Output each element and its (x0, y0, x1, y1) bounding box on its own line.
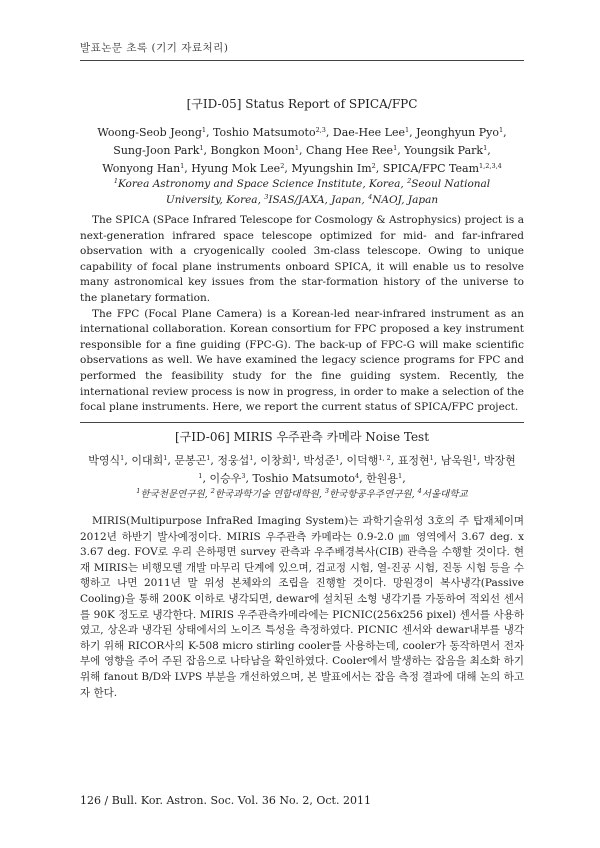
author-affiliation-mark: 1 (198, 472, 203, 480)
author-separator: , (503, 126, 507, 139)
author-separator: , (206, 126, 214, 139)
author-name: 남욱원 (440, 454, 473, 467)
affiliation-mark: 3 (264, 193, 269, 201)
author-separator: , (298, 144, 306, 157)
author-affiliation-mark: 1 (199, 144, 204, 152)
author-separator: , (184, 162, 192, 175)
affiliation-mark: 3 (324, 487, 330, 495)
author-separator: , (397, 144, 405, 157)
author-affiliation-mark: 3 (241, 472, 246, 480)
author-affiliation-mark: 1, 2 (378, 454, 391, 462)
author-name: SPICA/FPC Team (382, 162, 480, 175)
author-affiliation-mark: 1 (294, 144, 299, 152)
author-separator: , (296, 454, 304, 467)
affiliation-text: NAOJ, Japan (372, 194, 439, 206)
author-affiliation-mark: 1,2,3,4 (479, 162, 502, 170)
abstract-paragraph: The FPC (Focal Plane Camera) is a Korean-led near-infrared instrument as an international collaboration. Korean consortium for FPC proposed a key instrument responsible for a fine guiding (FPC-G). The back-up of FPC-G will make scientific observations as well. We have examined the legacy science programs for FPC and performed the feasibility study for the fine guiding system. Recently, the international review process is now in progress, in order to make a selection of the focal plane instruments. Here, we report the current status of SPICA/FPC project. (80, 307, 524, 414)
author-name: Hyung Mok Lee (191, 162, 281, 175)
author-affiliation-mark: 1 (249, 454, 254, 462)
author-separator: , (210, 454, 218, 467)
author-affiliation-mark: 2 (371, 162, 376, 170)
author-affiliation-mark: 1 (483, 144, 488, 152)
affiliation-mark: 4 (417, 487, 422, 495)
affiliation-mark: 4 (368, 193, 373, 201)
author-name: Jeonghyun Pyo (416, 126, 499, 139)
author-separator: , (339, 454, 347, 467)
author-separator: , (245, 472, 253, 485)
author-separator: , (202, 472, 210, 485)
author-name: Woong-Seob Jeong (97, 126, 202, 139)
page-footer: 126 / Bull. Kor. Astron. Soc. Vol. 36 No. 2, Oct. 2011 (80, 794, 371, 807)
author-name: Dae-Hee Lee (332, 126, 405, 139)
author-separator: , (433, 454, 441, 467)
author-separator: , (409, 126, 417, 139)
author-name: Chang Hee Ree (305, 144, 394, 157)
abstract-paragraph: The SPICA (SPace Infrared Telescope for Cosmology & Astrophysics) project is a next-generation infrared space telescope optimized for mid- and far-infrared observation with a cryogenically cooled 3m-class telescope. Owing to unique capability of focal plane instruments onboard SPICA, it will enable us to resolve many astronomical key issues from the star-formation history of the universe to the planetary formation. (80, 214, 524, 304)
author-separator: , (390, 454, 398, 467)
author-separator: , (167, 454, 175, 467)
paper2-authors (86, 452, 518, 488)
author-affiliation-mark: 1 (206, 454, 211, 462)
author-affiliation-mark: 1 (335, 454, 340, 462)
author-affiliation-mark: 1 (120, 454, 125, 462)
section-rule (80, 422, 524, 423)
author-separator: , (402, 472, 406, 485)
author-name: Wonyong Han (102, 162, 181, 175)
author-affiliation-mark: 2 (280, 162, 285, 170)
author-name: 이덕행 (346, 454, 379, 467)
author-separator: , (359, 472, 367, 485)
author-name: 정웅섭 (217, 454, 250, 467)
affiliation-text: Korea Astronomy and Space Science Institute, Korea, (117, 178, 408, 190)
author-name: Toshio Matsumoto (252, 472, 356, 485)
author-name: 박장현 (483, 454, 516, 467)
author-name: 한원용 (366, 472, 399, 485)
paper1-authors (86, 124, 518, 178)
affiliation-text: 서울대학교 (421, 489, 468, 500)
header-rule (80, 60, 524, 61)
author-separator: , (476, 454, 484, 467)
author-affiliation-mark: 2,3 (315, 126, 326, 134)
author-affiliation-mark: 1 (292, 454, 297, 462)
author-separator: , (487, 144, 491, 157)
author-separator: , (375, 162, 383, 175)
author-name: 이대희 (131, 454, 164, 467)
author-affiliation-mark: 1 (472, 454, 477, 462)
author-affiliation-mark: 1 (180, 162, 185, 170)
author-affiliation-mark: 1 (404, 126, 410, 134)
author-name: Youngsik Park (404, 144, 484, 157)
affiliation-text: Seoul National University, Korea, (165, 178, 491, 206)
author-separator: , (284, 162, 292, 175)
author-affiliation-mark: 1 (201, 126, 207, 134)
author-name: 표정현 (397, 454, 430, 467)
abstract-paragraph: MIRIS(Multipurpose InfraRed Imaging System)는 과학기술위성 3호의 주 탑재체이며 2012년 하반기 발사예정이다. MIRIS 우주관측 카메라는 0.9-2.0 ㎛ 영역에서 3.67 deg. x 3.67 deg. FOV로 우리 은하평면 survey 관측과 우주배경복사(CIB) 관측을 수행할 것이다. 현재 MIRIS는 비행모델 개발 마무리 단계에 있으며, 검교정 시험, 열-진공 시험, 진동 시험 등을 수행하고 나면 2011년 말 위성 본체와의 조립을 진행할 것이다. 망원경이 복사냉각(Passive Cooling)을 통해 200K 이하로 냉각되면, dewar에 설치된 소형 냉각기를 가동하여 적외선 센서를 90K 정도로 냉각한다. MIRIS 우주관측카메라에는 PICNIC(256x256 pixel) 센서를 사용하였고, 상온과 냉각된 상태에서의 노이즈 특성을 측정하였다. PICNIC 센서와 dewar내부를 냉각하기 위해 RICOR사의 K-508 micro stirling cooler를 사용하는데, cooler가 동작하면서 전자부에 영향을 주어 주된 잡음으로 나타남을 확인하였다. Cooler에서 발생하는 잡음을 최소화 하기위해 fanout B/D와 LVPS 부분을 개선하였으며, 본 발표에서는 잡음 측정 결과에 대해 논의 하고자 한다. (80, 515, 524, 699)
author-name: 박성준 (303, 454, 336, 467)
paper1-title: [구ID-05] Status Report of SPICA/FPC (186, 97, 418, 111)
paper2-title: [구ID-06] MIRIS 우주관측 카메라 Noise Test (174, 430, 430, 444)
author-name: 이창희 (260, 454, 293, 467)
author-name: 박영식 (88, 454, 121, 467)
author-name: Bongkon Moon (210, 144, 295, 157)
author-affiliation-mark: 1 (398, 472, 403, 480)
affiliation-text: 한국과학기술 연합대학원, (214, 489, 325, 500)
author-name: Myungshin Im (291, 162, 372, 175)
author-name: Toshio Matsumoto (213, 126, 316, 139)
paper1-affiliations (86, 176, 518, 208)
author-separator: , (253, 454, 261, 467)
affiliation-mark: 2 (210, 487, 215, 495)
author-name: 이승우 (209, 472, 242, 485)
author-separator: , (203, 144, 211, 157)
author-affiliation-mark: 1 (393, 144, 398, 152)
author-affiliation-mark: 4 (355, 472, 360, 480)
author-affiliation-mark: 1 (429, 454, 434, 462)
affiliation-mark: 1 (136, 487, 141, 495)
affiliation-text: 한국천문연구원, (140, 489, 211, 500)
affiliation-text: 한국항공우주연구원, (329, 489, 418, 500)
affiliation-mark: 1 (113, 177, 118, 185)
author-affiliation-mark: 1 (498, 126, 504, 134)
author-separator: , (325, 126, 333, 139)
affiliation-text: ISAS/JAXA, Japan, (268, 194, 369, 206)
author-affiliation-mark: 1 (163, 454, 168, 462)
paper2-affiliations (86, 487, 518, 503)
running-head: 발표논문 초록 (기기 자료처리) (80, 42, 229, 54)
author-name: Sung-Joon Park (113, 144, 200, 157)
author-separator: , (124, 454, 132, 467)
author-name: 문봉곤 (174, 454, 207, 467)
paper2-abstract (80, 514, 524, 701)
affiliation-mark: 2 (407, 177, 412, 185)
paper1-abstract (80, 213, 524, 416)
